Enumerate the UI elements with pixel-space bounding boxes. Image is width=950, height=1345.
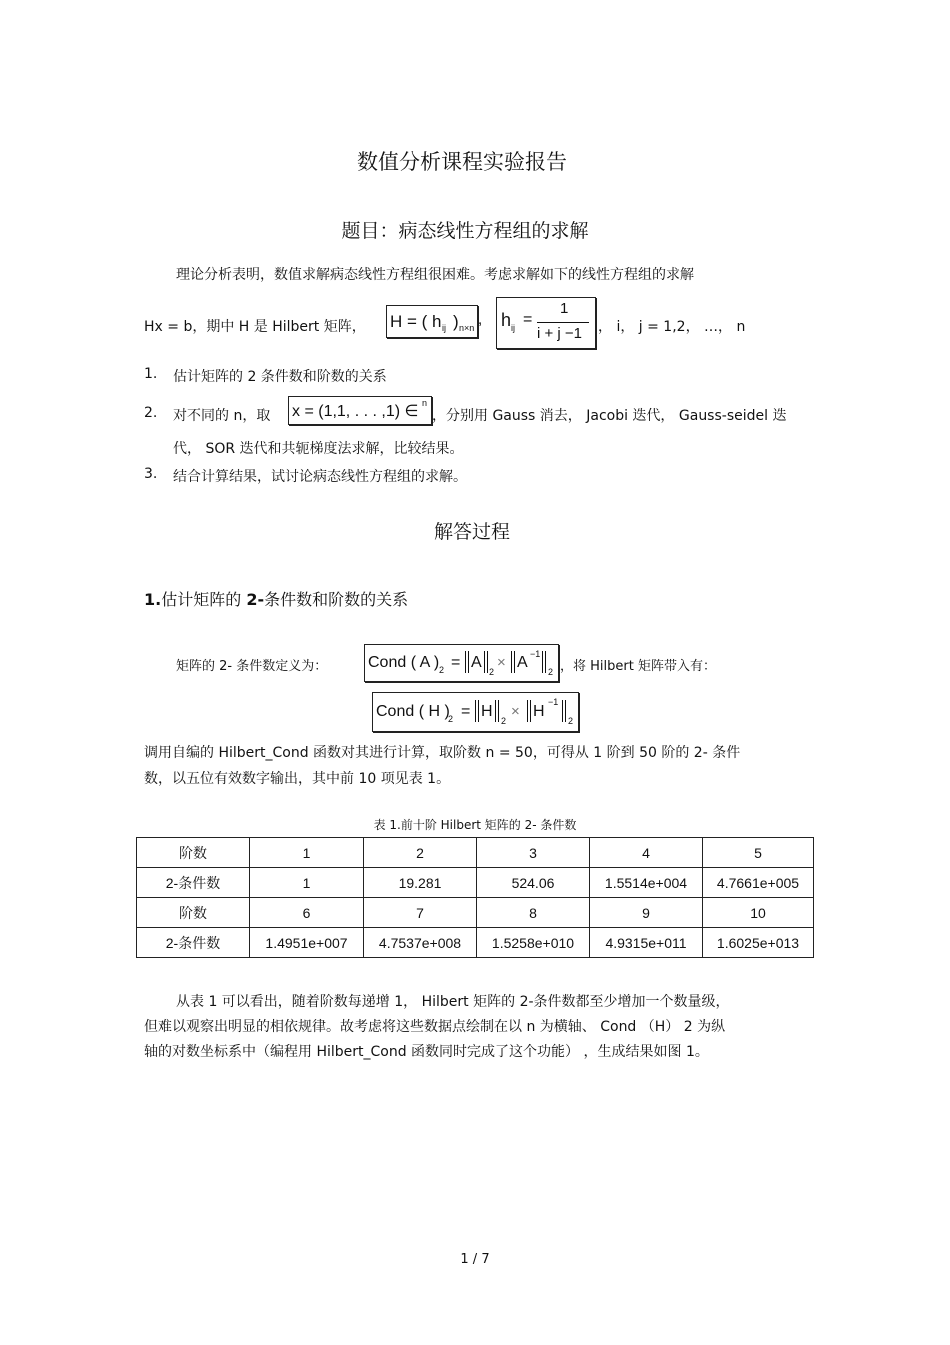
table-cell: 阶数 xyxy=(137,838,250,868)
table-cell: 10 xyxy=(703,898,814,928)
paragraph-2-line-1: 从表 1 可以看出，随着阶数每递增 1， Hilbert 矩阵的 2-条件数都至少增加一个数量级， xyxy=(176,994,730,1010)
task-2-number: 2. xyxy=(144,405,158,421)
paragraph-2-line-2: 但难以观察出明显的相依规律。故考虑将这些数据点绘制在以 n 为横轴、 Cond （H） 2 为纵 xyxy=(144,1019,726,1035)
cond-definition-suffix: ，将 Hilbert 矩阵带入有： xyxy=(560,659,716,674)
document-title: 数值分析课程实验报告 xyxy=(357,150,567,174)
subsection-number-2: 2- xyxy=(246,590,265,609)
table-cell: 阶数 xyxy=(137,898,250,928)
hilbert-matrix-formula: H = ( h ij ) n×n xyxy=(386,305,478,338)
cond-h-formula: Cond ( H ) 2 = H 2 × H −1 2 xyxy=(372,692,579,732)
cond-a-formula: Cond ( A ) 2 = A 2 × A −1 2 xyxy=(364,644,559,682)
table-cell: 9 xyxy=(590,898,703,928)
paragraph-2-line-3: 轴的对数坐标系中（编程用 Hilbert_Cond 函数同时完成了这个功能） ，生成结果如图 1。 xyxy=(144,1044,709,1060)
intro-paragraph: 理论分析表明，数值求解病态线性方程组很困难。考虑求解如下的线性方程组的求解 xyxy=(176,267,694,283)
table-cell: 6 xyxy=(250,898,364,928)
table-row xyxy=(137,928,814,958)
formula-comma: , xyxy=(478,311,483,328)
table-cell: 7 xyxy=(364,898,477,928)
table-cell: 2 xyxy=(364,838,477,868)
table-cell: 2-条件数 xyxy=(137,868,250,898)
table-cell: 4.9315e+011 xyxy=(590,928,703,958)
page-number: 1 / 7 xyxy=(460,1252,490,1267)
table-caption: 表 1.前十阶 Hilbert 矩阵的 2- 条件数 xyxy=(373,818,577,832)
task-2-continuation: 代， SOR 迭代和共轭梯度法求解，比较结果。 xyxy=(173,441,464,457)
problem-suffix: ， i， j = 1,2， …， n xyxy=(598,319,746,335)
table-cell: 1.6025e+013 xyxy=(703,928,814,958)
hilbert-cond-table xyxy=(136,837,814,958)
table-row xyxy=(137,868,814,898)
table-cell: 1 xyxy=(250,838,364,868)
table-cell: 1.5258e+010 xyxy=(477,928,590,958)
hilbert-entry-formula: h ij = 1 i + j −1 xyxy=(496,297,596,349)
task-1-number: 1. xyxy=(144,366,158,382)
table-cell: 5 xyxy=(703,838,814,868)
table-cell: 1 xyxy=(250,868,364,898)
section-heading: 解答过程 xyxy=(433,521,510,543)
table-cell: 4.7661e+005 xyxy=(703,868,814,898)
task-2-text-after: ，分别用 Gauss 消去， Jacobi 迭代， Gauss-seidel 迭 xyxy=(432,408,787,424)
table-cell: 8 xyxy=(477,898,590,928)
task-3-number: 3. xyxy=(144,466,158,482)
table-cell: 2-条件数 xyxy=(137,928,250,958)
subsection-text-a: 估计矩阵的 xyxy=(161,590,247,609)
task-3-text: 结合计算结果，试讨论病态线性方程组的求解。 xyxy=(173,469,467,485)
task-2-text: 对不同的 n，取 xyxy=(173,408,271,424)
subsection-heading xyxy=(144,587,408,610)
vector-x-formula: x = (1,1, . . . ,1) ∈ n xyxy=(288,396,432,425)
table-row xyxy=(137,898,814,928)
problem-prefix: Hx = b，期中 H 是 Hilbert 矩阵， xyxy=(144,319,366,335)
document-subtitle: 题目：病态线性方程组的求解 xyxy=(341,220,589,242)
table-cell: 4 xyxy=(590,838,703,868)
fraction-bar xyxy=(537,322,589,323)
table-cell: 3 xyxy=(477,838,590,868)
cond-definition-prefix: 矩阵的 2- 条件数定义为： xyxy=(176,659,328,674)
table-cell: 19.281 xyxy=(364,868,477,898)
table-cell: 1.4951e+007 xyxy=(250,928,364,958)
table-cell: 4.7537e+008 xyxy=(364,928,477,958)
table-cell: 1.5514e+004 xyxy=(590,868,703,898)
subsection-number: 1. xyxy=(144,590,162,609)
task-1-text: 估计矩阵的 2 条件数和阶数的关系 xyxy=(173,369,387,385)
table-row xyxy=(137,838,814,868)
table-cell: 524.06 xyxy=(477,868,590,898)
subsection-text-b: 条件数和阶数的关系 xyxy=(264,590,409,609)
paragraph-1-line-2: 数，以五位有效数字输出，其中前 10 项见表 1。 xyxy=(144,771,451,787)
paragraph-1-line-1: 调用自编的 Hilbert_Cond 函数对其进行计算，取阶数 n = 50，可得从 1 阶到 50 阶的 2- 条件 xyxy=(144,745,741,761)
